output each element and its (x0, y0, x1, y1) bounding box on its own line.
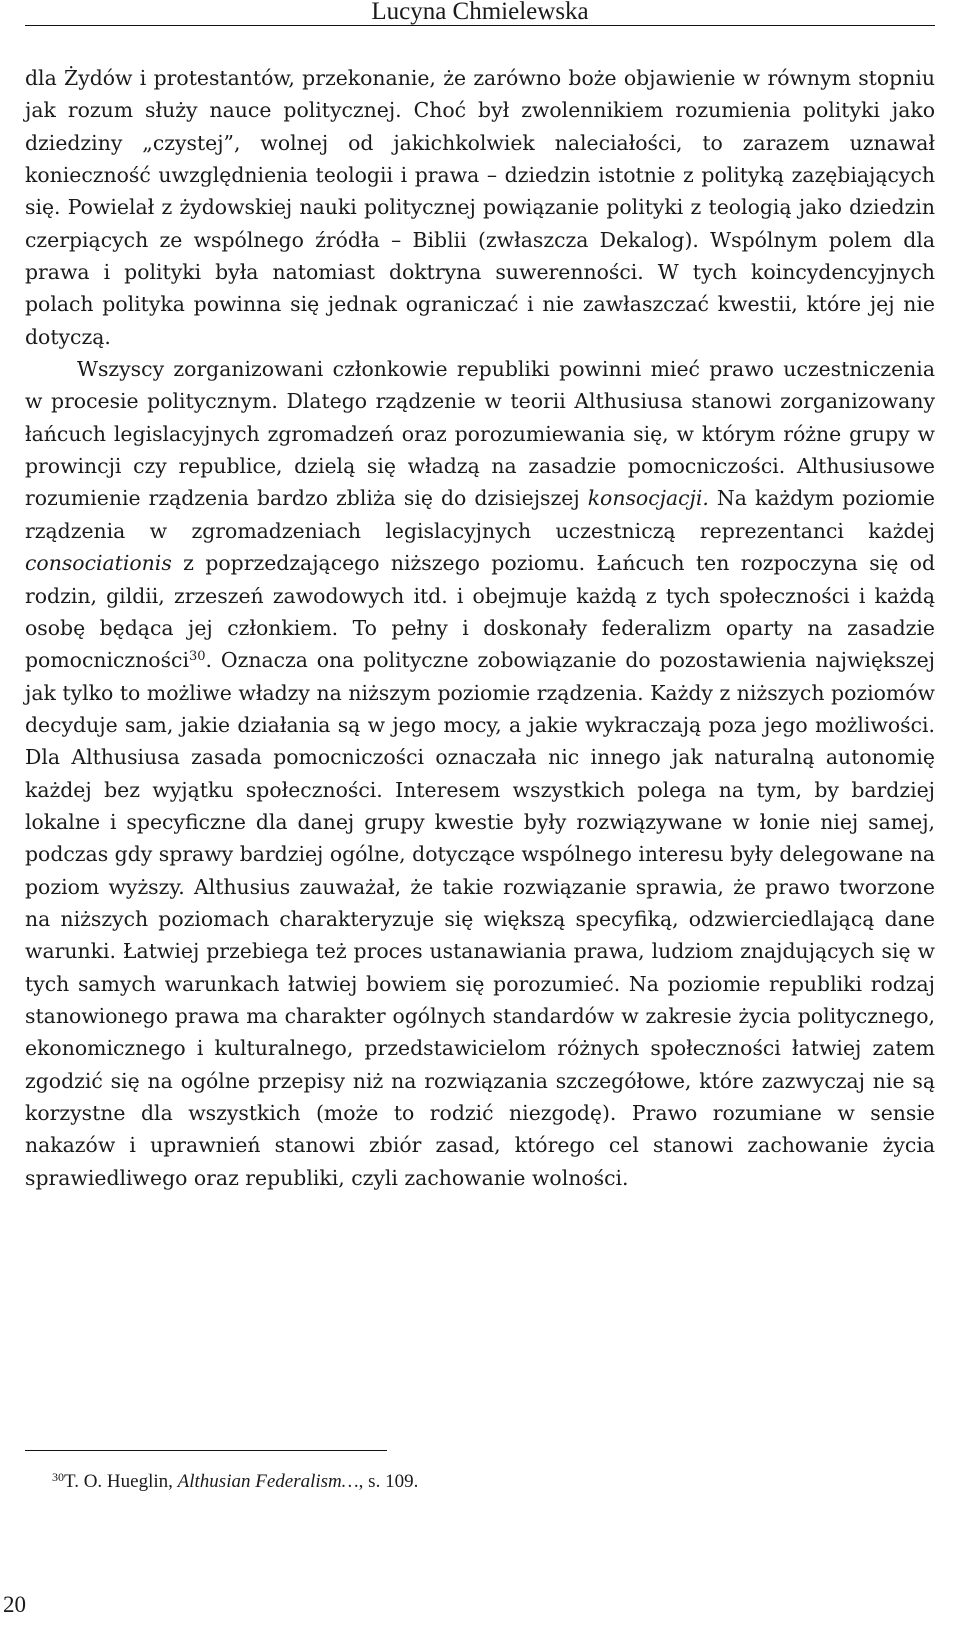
footnote-title: Althusian Federalism… (177, 1471, 359, 1492)
header-rule-left (25, 2, 370, 26)
running-title: Lucyna Chmielewska (371, 0, 589, 25)
paragraph-text: z poprzedzającego niższego poziomu. Łańcuch ten rozpoczyna się od rodzin, gildii, zrzeszeń zawodowych itd. i obejmuje każdą z tych społeczności i każdą osobę będąca jej członkiem. To pełny i doskonały federalizm oparty na zasadzie pomocniczności (25, 551, 935, 673)
paragraph-text: Na każdym poziomie rządzenia w zgromadzeniach legislacyjnych uczestniczą reprezentanci każdej (25, 486, 935, 543)
footnote-separator (25, 1450, 387, 1451)
footnote-reference[interactable]: 30 (189, 649, 206, 665)
paragraph-1 (25, 62, 935, 353)
page-number: 20 (3, 1592, 26, 1617)
footnote (52, 1469, 932, 1495)
footnote-number: 30 (52, 1470, 64, 1484)
footnote-author: T. O. Hueglin, (64, 1471, 178, 1492)
paragraph-2 (25, 353, 935, 1194)
footnote-rest: , s. 109. (358, 1471, 419, 1492)
main-text (25, 62, 935, 1194)
italic-term-konsocjacji: konsocjacji. (587, 486, 709, 511)
running-header (25, 0, 935, 26)
header-rule-right (590, 2, 935, 26)
italic-term-consociationis: consociationis (25, 551, 172, 576)
paragraph-text: Wszyscy zorganizowani członkowie republiki powinni mieć prawo uczestniczenia w procesie politycznym. Dlatego rządzenie w teorii Althusiusa stanowi zorganizowany łańcuch legislacyjnych zgromadzeń oraz porozumiewania się, w którym różne grupy w prowincji czy republice, dzielą się władzą na zasadzie pomocniczości. Althusiusowe rozumienie rządzenia bardzo zbliża się do dzisiejszej (25, 357, 935, 511)
paragraph-text: . Oznacza ona polityczne zobowiązanie do pozostawienia największej jak tylko to możliwe władzy na niższym poziomie rządzenia. Każdy z niższych poziomów decyduje sam, jakie działania są w jego mocy, a jakie wykraczają poza jego możliwości. Dla Althusiusa zasada pomocniczości oznaczała nic innego jak naturalną autonomię każdej bez wyjątku społeczności. Interesem wszystkich polega na tym, by bardziej lokalne i specyficzne dla danej grupy kwestie były rozwiązywane w łonie niej samej, podczas gdy sprawy bardziej ogólne, dotyczące wspólnego interesu były delegowane na poziom wyższy. Althusius zauważał, że takie rozwiązanie sprawia, że prawo tworzone na niższych poziomach charakteryzuje się większą specyfiką, odzwierciedlającą dane warunki. Łatwiej przebiega też proces ustanawiania prawa, ludziom znajdujących się w tych samych warunkach łatwiej bowiem się porozumieć. Na poziomie republiki rodzaj stanowionego prawa ma charakter ogólnych standardów w zakresie życia politycznego, ekonomicznego i kulturalnego, przedstawicielom różnych społeczności łatwiej zatem zgodzić się na ogólne przepisy niż na rozwiązania szczegółowe, które zazwyczaj nie są korzystne dla wszystkich (może to rodzić niezgodę). Prawo rozumiane w sensie nakazów i uprawnień stanowi zbiór zasad, którego cel stanowi zachowanie życia sprawiedliwego oraz republiki, czyli zachowanie wolności. (25, 648, 935, 1190)
paragraph-text: dla Żydów i protestantów, przekonanie, że zarówno boże objawienie w równym stopniu jak rozum służy nauce politycznej. Choć był zwolennikiem rozumienia polityki jako dziedziny „czystej”, wolnej od jakichkolwiek naleciałości, to zarazem uznawał konieczność uwzględnienia teologii i prawa – dziedzin istotnie z polityką zazębiających się. Powielał z żydowskiej nauki politycznej powiązanie polityki z teologią jako dziedzin czerpiących ze wspólnego źródła – Biblii (zwłaszcza Dekalog). Wspólnym polem dla prawa i polityki była natomiast doktryna suwerenności. W tych koincydencyjnych polach polityka powinna się jednak ograniczać i nie zawłaszczać kwestii, które jej nie dotyczą. (25, 66, 935, 349)
